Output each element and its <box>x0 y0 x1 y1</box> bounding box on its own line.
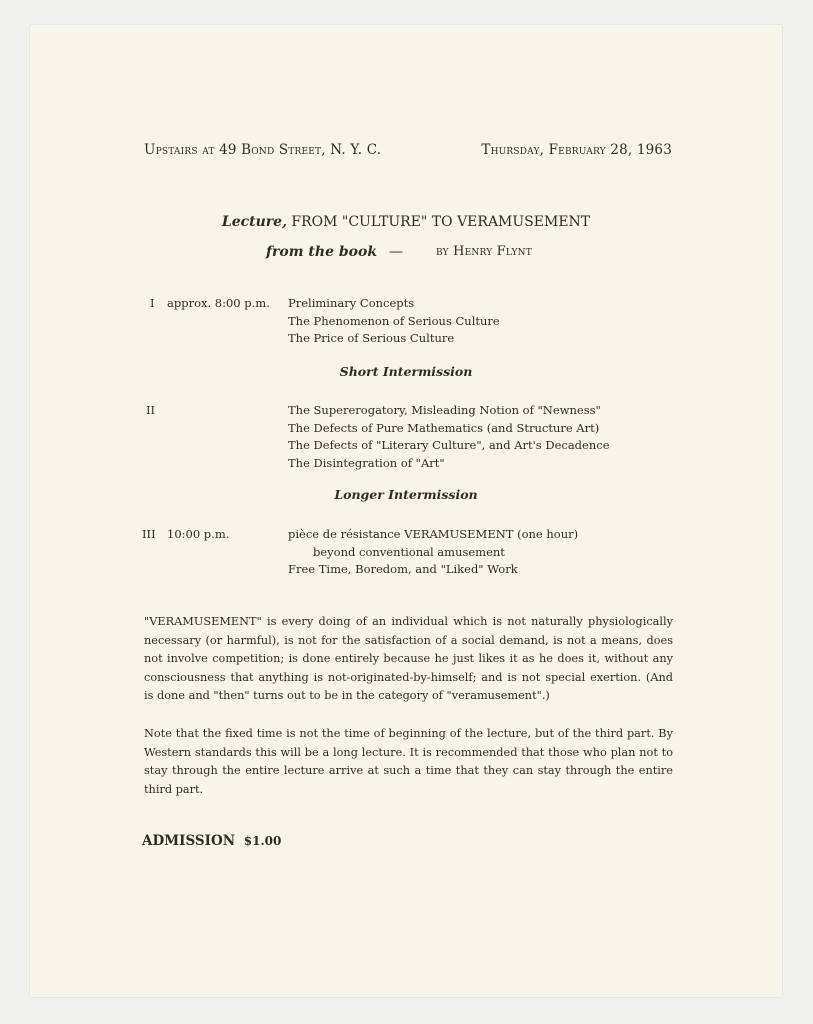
part-1-items <box>288 295 500 348</box>
part-3-time: 10:00 p.m. <box>167 527 230 541</box>
program-item: Preliminary Concepts <box>288 296 415 310</box>
event-date: Thursday, February 28, 1963 <box>481 142 672 158</box>
program-item: The Supererogatory, Misleading Notion of "Newness" <box>288 403 601 417</box>
from-book: from the book <box>266 244 378 260</box>
program-item: beyond conventional amusement <box>313 544 505 559</box>
admission-label: ADMISSION <box>142 833 236 849</box>
program-item: The Price of Serious Culture <box>288 331 455 345</box>
part-2-numeral: II <box>146 403 156 417</box>
program-item: The Defects of Pure Mathematics (and Structure Art) <box>288 420 600 435</box>
program-item: pièce de résistance VERAMUSEMENT (one hour) <box>288 527 579 541</box>
lecture-title <box>30 214 782 230</box>
part-1-numeral: I <box>150 296 155 310</box>
program-item: Free Time, Boredom, and "Liked" Work <box>288 562 518 576</box>
longer-intermission: Longer Intermission <box>334 487 478 502</box>
part-1-time: approx. 8:00 p.m. <box>167 296 270 310</box>
program-item: The Phenomenon of Serious Culture <box>288 313 500 328</box>
program-item: The Disintegration of "Art" <box>288 455 445 470</box>
venue-address: Upstairs at 49 Bond Street, N. Y. C. <box>144 142 382 158</box>
note-paragraph: Note that the fixed time is not the time of beginning of the lecture, but of the third part. By Western standards this will be a long lecture. It is recommended that those who plan not to stay through the entire lecture arrive at such a time that they can stay through the entire third part. <box>144 727 673 796</box>
part-3-numeral: III <box>142 527 156 541</box>
paper-sheet <box>30 25 782 997</box>
part-2-items <box>288 402 610 472</box>
lecture-word: Lecture, <box>221 214 287 230</box>
by-author: by Henry Flynt <box>436 244 532 259</box>
lecture-title-text: FROM "CULTURE" TO VERAMUSEMENT <box>291 214 591 230</box>
part-3-items <box>288 526 578 579</box>
admission-price: $1.00 <box>243 834 282 848</box>
definition-paragraph: "VERAMUSEMENT" is every doing of an individual which is not naturally physiologically necessary (or harmful), is not for the satisfaction of a social demand, is not a means, does not involve competition; is done entirely because he just likes it as he does it, without any consciousness that anything is not-originated-by-himself; and is not special exertion. (And is done and "then" turns out to be in the category of "veramusement".) <box>144 615 673 702</box>
title-dash: — <box>389 244 403 260</box>
admission <box>142 833 281 849</box>
program-item: The Defects of "Literary Culture", and Art's Decadence <box>288 438 610 452</box>
short-intermission: Short Intermission <box>339 364 473 379</box>
